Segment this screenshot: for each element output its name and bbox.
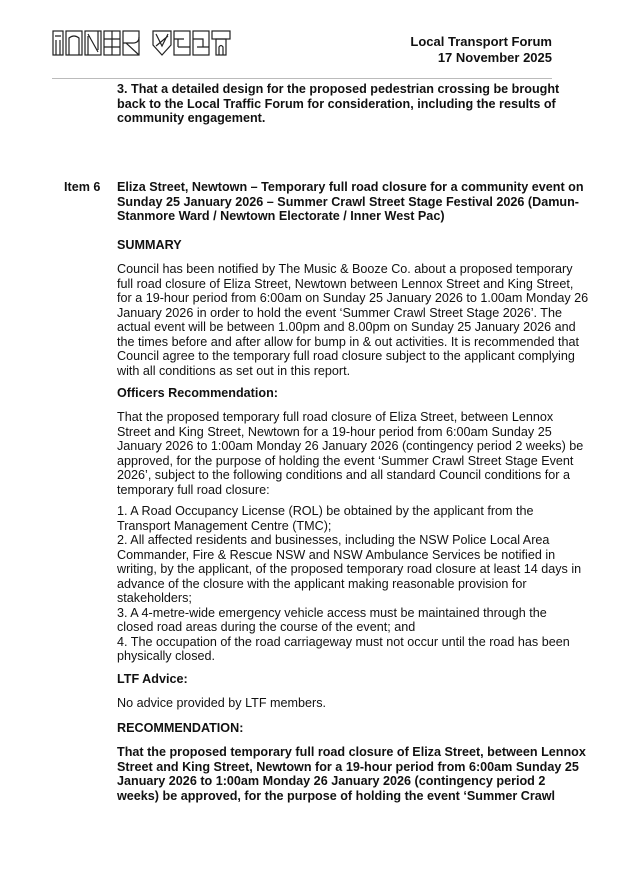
text-line: stakeholders; [117, 591, 192, 605]
text-line: physically closed. [117, 649, 215, 663]
text-line: full road closure of Eliza Street, Newtown between Lennox Street and King Street, [117, 276, 574, 291]
list-item: 2. All affected residents and businesses, including the NSW Police Local Area [117, 533, 550, 547]
inner-west-logo [52, 30, 256, 56]
officers-heading: Officers Recommendation: [117, 386, 278, 400]
officers-paragraph [117, 410, 584, 497]
text-line: Commander, Fire & Rescue NSW and NSW Ambulance Services be notified in [117, 547, 556, 562]
text-line: actual event will be between 1.00pm and 8.00pm on Sunday 25 January 2026 and [117, 320, 576, 334]
text-line: for a 19-hour period from 6:00am on Sunday 25 January 2026 to 1.00am Monday 26 [117, 291, 589, 305]
text-line: writing, by the applicant, of the proposed temporary road closure at least 14 days in [117, 562, 582, 576]
text-line: Sunday 25 January 2026 – Summer Crawl Street Stage Festival 2026 (Damun- [117, 194, 579, 209]
text-line: advance of the closure with the applicant making reasonable provision for [117, 576, 527, 591]
list-item: 3. A 4-metre-wide emergency vehicle access must be maintained through the [117, 605, 547, 620]
forum-name: Local Transport Forum [410, 34, 552, 49]
text-line: with all conditions as set out in this report. [117, 363, 351, 378]
document-header [410, 34, 552, 66]
text-line: January 2026 in order to hold the event ‘Summer Crawl Street Stage 2026’. The [117, 305, 562, 320]
ltf-text: No advice provided by LTF members. [117, 696, 327, 710]
text-line: Council has been notified by The Music & Booze Co. about a proposed temporary [117, 262, 573, 276]
carryover-recommendation [117, 82, 560, 126]
text-line: temporary full road closure: [117, 482, 270, 497]
item-label: Item 6 [64, 180, 101, 194]
recommendation-paragraph [117, 745, 586, 803]
meeting-date: 17 November 2025 [437, 50, 552, 65]
text-line: back to the Local Traffic Forum for consideration, including the results of [117, 96, 556, 111]
text-line: Stanmore Ward / Newtown Electorate / Inner West Pac) [117, 209, 445, 223]
text-line: Transport Management Centre (TMC); [117, 518, 332, 533]
conditions-list [117, 504, 582, 664]
text-line: That the proposed temporary full road closure of Eliza Street, between Lennox [117, 745, 586, 759]
list-item: 1. A Road Occupancy License (ROL) be obtained by the applicant from the [117, 504, 534, 518]
text-line: approved, for the purpose of holding the event ‘Summer Crawl Street Stage Event [117, 453, 574, 468]
text-line: Street and King Street, Newtown for a 19-hour period from 6:00am Sunday 25 [117, 424, 552, 439]
text-line: Eliza Street, Newtown – Temporary full road closure for a community event on [117, 180, 584, 194]
summary-heading: SUMMARY [117, 238, 182, 252]
summary-paragraph [117, 262, 589, 378]
text-line: 3. That a detailed design for the proposed pedestrian crossing be brought [117, 82, 560, 96]
item-title [117, 180, 584, 224]
text-line: Council agree to the temporary full road closure subject to the applicant complying [117, 349, 575, 363]
text-line: January 2026 to 1:00am Monday 26 January 2026 (contingency period 2 [117, 774, 546, 788]
text-line: community engagement. [117, 111, 266, 125]
list-item: 4. The occupation of the road carriageway must not occur until the road has been [117, 634, 570, 649]
text-line: closed road areas during the course of the event; and [117, 620, 416, 634]
text-line: the times before and after allow for bump in & out activities. It is recommended that [117, 334, 579, 349]
recommendation-heading: RECOMMENDATION: [117, 721, 244, 735]
text-line: That the proposed temporary full road closure of Eliza Street, between Lennox [117, 410, 554, 424]
text-line: January 2026 to 1:00am Monday 26 January 2026 (contingency period 2 weeks) be [117, 439, 584, 453]
text-line: 2026’, subject to the following conditions and all standard Council conditions for a [117, 468, 570, 482]
ltf-heading: LTF Advice: [117, 672, 188, 686]
text-line: Street and King Street, Newtown for a 19-hour period from 6:00am Sunday 25 [117, 759, 579, 774]
text-line: weeks) be approved, for the purpose of holding the event ‘Summer Crawl [117, 788, 556, 803]
header-divider [52, 78, 552, 79]
